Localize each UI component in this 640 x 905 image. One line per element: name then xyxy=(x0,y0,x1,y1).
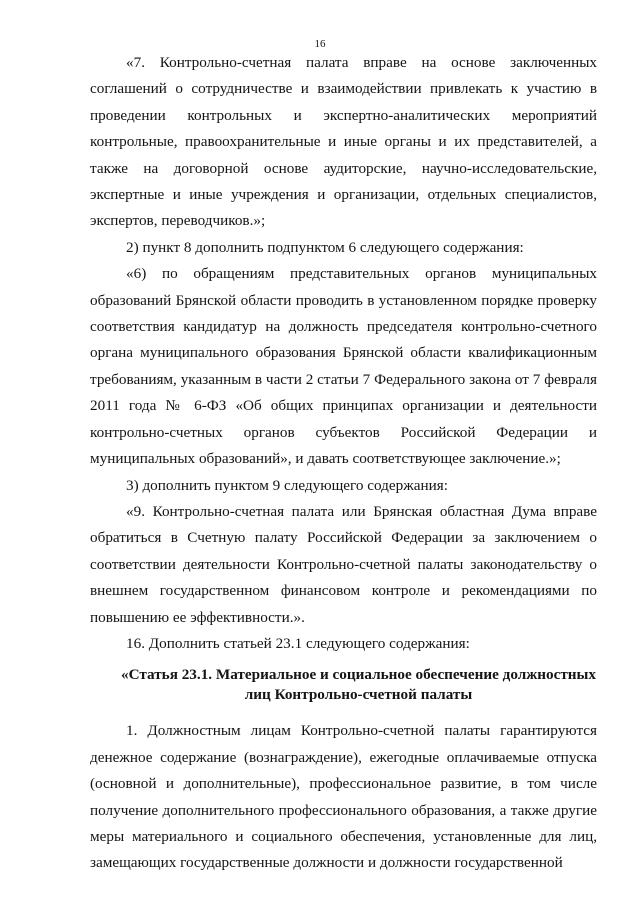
document-body xyxy=(90,50,597,877)
article-heading xyxy=(90,665,597,705)
paragraph-point-8-intro: 2) пункт 8 дополнить подпунктом 6 следующего содержания: xyxy=(126,238,524,256)
article-heading-line1: «Статья 23.1. Материальное и социальное обеспечение должностных xyxy=(121,666,596,684)
paragraph-item-9: «9. Контрольно-счетная палата или Брянская областная Дума вправе обратиться в Счетную палату Российской Федерации за заключением о соответствии деятельности Контрольно-счетной палаты законодательству о внешнем государственном финансовом контроле и рекомендациями по повышению ее эффективности.». xyxy=(90,502,597,626)
paragraph-item-7: «7. Контрольно-счетная палата вправе на основе заключенных соглашений о сотрудничестве и взаимодействии привлекать к участию в проведении контрольных и экспертно-аналитических мероприятий контрольные, правоохранительные и иные органы и их представителей, а также на договорной основе аудиторские, научно-исследовательские, экспертные и иные учреждения и организации, отдельных специалистов, экспертов, переводчиков.»; xyxy=(90,54,597,230)
paragraph-point-9-intro: 3) дополнить пунктом 9 следующего содержания: xyxy=(126,476,448,494)
article-paragraph-1: 1. Должностным лицам Контрольно-счетной палаты гарантируются денежное содержание (вознаграждение), ежегодные оплачиваемые отпуска (основной и дополнительные), профессиональное развитие, в том числе получение дополнительного профессионального образования, а также другие меры материального и социального обеспечения, установленные для лиц, замещающих государственные должности и должности государственной xyxy=(90,722,597,872)
article-heading-line2: лиц Контрольно-счетной палаты xyxy=(244,686,473,704)
paragraph-subpoint-6: «6) по обращениям представительных органов муниципальных образований Брянской области проводить в установленном порядке проверку соответствия кандидатур на должность председателя контрольно-счетного органа муниципального образования Брянской области квалификационным требованиям, указанным в части 2 статьи 7 Федерального закона от 7 февраля 2011 года № 6-ФЗ «Об общих принципах организации и деятельности контрольно-счетных органов субъектов Российской Федерации и муниципальных образований», и давать соответствующее заключение.»; xyxy=(90,265,597,468)
paragraph-article-16-intro: 16. Дополнить статьей 23.1 следующего содержания: xyxy=(126,634,470,652)
page-number: 16 xyxy=(314,38,326,50)
